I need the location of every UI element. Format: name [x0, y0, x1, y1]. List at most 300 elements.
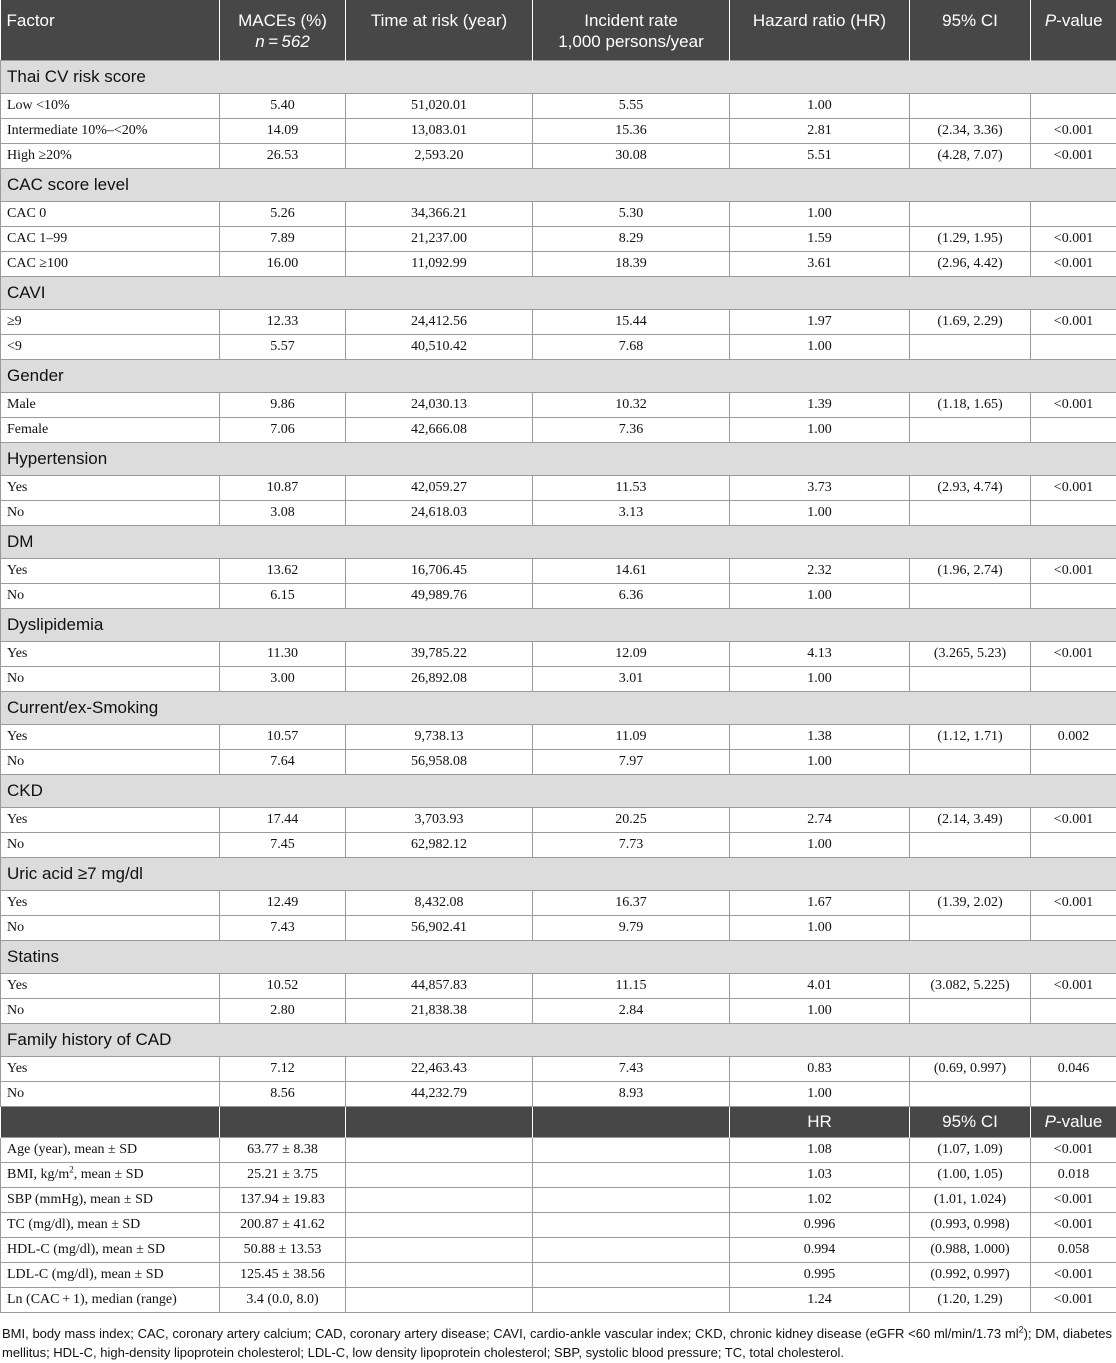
table-cell: Male	[1, 393, 220, 418]
section-title: Current/ex-Smoking	[1, 692, 1116, 725]
table-cell: 22,463.43	[346, 1057, 533, 1082]
table-cell	[1031, 999, 1116, 1024]
table-row	[1, 94, 1116, 119]
table-cell: 1.97	[730, 310, 910, 335]
header-hr: Hazard ratio (HR)	[730, 0, 910, 61]
table-row	[1, 1163, 1116, 1188]
table-cell	[910, 202, 1031, 227]
table-cell: No	[1, 667, 220, 692]
table-cell: Yes	[1, 559, 220, 584]
table-cell: BMI, $kg/m^2$, mean ± SD	[1, 1163, 220, 1188]
table-cell: Age (year), mean ± SD	[1, 1138, 220, 1163]
table-cell: 1.02	[730, 1188, 910, 1213]
table-cell: 2.80	[220, 999, 346, 1024]
table-cell: (0.69, 0.997)	[910, 1057, 1031, 1082]
table-row	[1, 725, 1116, 750]
table-row	[1, 1288, 1116, 1313]
table-cell-empty	[346, 1188, 533, 1213]
table-cell: 7.43	[533, 1057, 730, 1082]
table-cell: 1.00	[730, 667, 910, 692]
table-row	[1, 476, 1116, 501]
table-cell: <0.001	[1031, 119, 1116, 144]
table-cell: 62,982.12	[346, 833, 533, 858]
table-cell: 0.002	[1031, 725, 1116, 750]
table-cell: 63.77 ± 8.38	[220, 1138, 346, 1163]
table-row	[1, 1188, 1116, 1213]
table-cell: 5.55	[533, 94, 730, 119]
table-cell: <0.001	[1031, 891, 1116, 916]
table-cell: 9,738.13	[346, 725, 533, 750]
section-title: DM	[1, 526, 1116, 559]
table-row	[1, 252, 1116, 277]
table-cell: No	[1, 750, 220, 775]
header-ci: 95% CI	[910, 0, 1031, 61]
table-row	[1, 667, 1116, 692]
table-cell: (1.01, 1.024)	[910, 1188, 1031, 1213]
table-cell: 3.00	[220, 667, 346, 692]
table-cell: 5.26	[220, 202, 346, 227]
table-cell: 30.08	[533, 144, 730, 169]
table-cell: 21,237.00	[346, 227, 533, 252]
table-cell: No	[1, 1082, 220, 1107]
table-cell: 15.36	[533, 119, 730, 144]
table-cell: 1.59	[730, 227, 910, 252]
table-cell: CAC 1–99	[1, 227, 220, 252]
table-cell: 10.57	[220, 725, 346, 750]
table-cell: No	[1, 999, 220, 1024]
table-cell: (0.993, 0.998)	[910, 1213, 1031, 1238]
header-time: Time at risk (year)	[346, 0, 533, 61]
table-cell: 50.88 ± 13.53	[220, 1238, 346, 1263]
table-cell: (1.00, 1.05)	[910, 1163, 1031, 1188]
table-cell-empty	[533, 1163, 730, 1188]
table-row	[1, 1057, 1116, 1082]
table-cell	[1031, 916, 1116, 941]
table-cell: <0.001	[1031, 1138, 1116, 1163]
section-header-row	[1, 692, 1116, 725]
table-cell-empty	[533, 1188, 730, 1213]
table-cell: 26.53	[220, 144, 346, 169]
table-cell: 44,232.79	[346, 1082, 533, 1107]
table-row	[1, 891, 1116, 916]
table-cell: 16.37	[533, 891, 730, 916]
table-cell-empty	[346, 1238, 533, 1263]
table-row	[1, 808, 1116, 833]
table-cell: CAC 0	[1, 202, 220, 227]
table-cell: 0.83	[730, 1057, 910, 1082]
table-cell: (0.992, 0.997)	[910, 1263, 1031, 1288]
table-cell: Yes	[1, 642, 220, 667]
table-cell: 9.79	[533, 916, 730, 941]
table-row	[1, 144, 1116, 169]
table-cell: 11.53	[533, 476, 730, 501]
table-cell: 10.87	[220, 476, 346, 501]
table-cell: Yes	[1, 476, 220, 501]
table-cell: 42,059.27	[346, 476, 533, 501]
section-title: CAVI	[1, 277, 1116, 310]
table-cell: (2.34, 3.36)	[910, 119, 1031, 144]
table-cell: 56,958.08	[346, 750, 533, 775]
table-cell: 3.01	[533, 667, 730, 692]
table-cell: 0.058	[1031, 1238, 1116, 1263]
table-cell: HDL-C (mg/dl), mean ± SD	[1, 1238, 220, 1263]
table-cell	[910, 750, 1031, 775]
table-row	[1, 999, 1116, 1024]
table-cell: 0.996	[730, 1213, 910, 1238]
table-cell: <0.001	[1031, 808, 1116, 833]
header-rate: Incident rate 1,000 persons/year	[533, 0, 730, 61]
table-cell: (1.07, 1.09)	[910, 1138, 1031, 1163]
table-cell: 42,666.08	[346, 418, 533, 443]
section-title: Gender	[1, 360, 1116, 393]
table-cell: 1.08	[730, 1138, 910, 1163]
table-cell: 14.61	[533, 559, 730, 584]
table-cell: 3.61	[730, 252, 910, 277]
table-cell: 1.00	[730, 833, 910, 858]
table-row	[1, 916, 1116, 941]
table-cell: 1.00	[730, 999, 910, 1024]
table-cell	[910, 833, 1031, 858]
table-cell: 0.018	[1031, 1163, 1116, 1188]
table-row	[1, 642, 1116, 667]
table-cell: 1.00	[730, 916, 910, 941]
table-cell: 1.00	[730, 584, 910, 609]
table-cell: 0.995	[730, 1263, 910, 1288]
section-header-row	[1, 941, 1116, 974]
table-cell: 12.09	[533, 642, 730, 667]
table-row	[1, 1138, 1116, 1163]
table-cell: (3.082, 5.225)	[910, 974, 1031, 999]
table-cell: 1.24	[730, 1288, 910, 1313]
table-cell: 34,366.21	[346, 202, 533, 227]
table-cell: 44,857.83	[346, 974, 533, 999]
table-cell: 137.94 ± 19.83	[220, 1188, 346, 1213]
table-cell: 7.43	[220, 916, 346, 941]
table-cell-empty	[533, 1288, 730, 1313]
table-cell-empty	[533, 1138, 730, 1163]
table-cell: 26,892.08	[346, 667, 533, 692]
table-cell: Low <10%	[1, 94, 220, 119]
table-cell: 1.00	[730, 335, 910, 360]
table-cell: High ≥20%	[1, 144, 220, 169]
table-cell-empty	[533, 1263, 730, 1288]
table-cell-empty	[346, 1138, 533, 1163]
table-cell: 15.44	[533, 310, 730, 335]
table-cell: Yes	[1, 808, 220, 833]
table-cell: <0.001	[1031, 310, 1116, 335]
table-cell: 1.00	[730, 501, 910, 526]
table-cell: 2.74	[730, 808, 910, 833]
table-cell	[1031, 750, 1116, 775]
table-cell: 7.06	[220, 418, 346, 443]
table-cell: 11,092.99	[346, 252, 533, 277]
section-title: Thai CV risk score	[1, 61, 1116, 94]
table-cell: 3,703.93	[346, 808, 533, 833]
table-cell: 11.09	[533, 725, 730, 750]
section-header-row	[1, 609, 1116, 642]
table-row	[1, 833, 1116, 858]
header-maces: MACEs (%) n = 562	[220, 0, 346, 61]
section-title: CKD	[1, 775, 1116, 808]
table-cell: (1.96, 2.74)	[910, 559, 1031, 584]
table-row	[1, 335, 1116, 360]
table-cell: 16.00	[220, 252, 346, 277]
table-cell: 24,618.03	[346, 501, 533, 526]
table-cell: Ln (CAC + 1), median (range)	[1, 1288, 220, 1313]
table-cell	[910, 501, 1031, 526]
table-cell: 40,510.42	[346, 335, 533, 360]
subheader-empty-cell	[346, 1107, 533, 1138]
table-cell: 7.68	[533, 335, 730, 360]
table-body	[1, 61, 1116, 1313]
table-cell: 0.994	[730, 1238, 910, 1263]
table-row	[1, 1263, 1116, 1288]
table-cell: 125.45 ± 38.56	[220, 1263, 346, 1288]
table-row	[1, 227, 1116, 252]
table-cell: 1.39	[730, 393, 910, 418]
table-cell: 7.73	[533, 833, 730, 858]
table-cell: 7.97	[533, 750, 730, 775]
table-cell-empty	[346, 1213, 533, 1238]
table-cell: No	[1, 833, 220, 858]
table-cell: 20.25	[533, 808, 730, 833]
table-cell-empty	[533, 1213, 730, 1238]
table-cell: SBP (mmHg), mean ± SD	[1, 1188, 220, 1213]
table-cell-empty	[533, 1238, 730, 1263]
table-cell: 8.56	[220, 1082, 346, 1107]
table-header-row	[1, 0, 1116, 61]
table-cell: No	[1, 501, 220, 526]
table-cell: <0.001	[1031, 144, 1116, 169]
table-cell-empty	[346, 1288, 533, 1313]
continuous-header-row	[1, 1107, 1116, 1138]
table-cell: 200.87 ± 41.62	[220, 1213, 346, 1238]
header-factor: Factor	[1, 0, 220, 61]
table-cell	[910, 418, 1031, 443]
table-cell: 56,902.41	[346, 916, 533, 941]
section-title: Dyslipidemia	[1, 609, 1116, 642]
table-cell: 25.21 ± 3.75	[220, 1163, 346, 1188]
table-row	[1, 750, 1116, 775]
table-cell: ≥9	[1, 310, 220, 335]
section-header-row	[1, 1024, 1116, 1057]
section-header-row	[1, 61, 1116, 94]
table-cell: <0.001	[1031, 1188, 1116, 1213]
table-cell: Yes	[1, 1057, 220, 1082]
table-row	[1, 974, 1116, 999]
table-cell: (1.12, 1.71)	[910, 725, 1031, 750]
table-cell	[1031, 202, 1116, 227]
table-cell: (2.93, 4.74)	[910, 476, 1031, 501]
table-cell	[910, 94, 1031, 119]
table-cell: 18.39	[533, 252, 730, 277]
subheader-empty-cell	[1, 1107, 220, 1138]
table-cell: (3.265, 5.23)	[910, 642, 1031, 667]
table-cell: 7.64	[220, 750, 346, 775]
table-cell: (2.14, 3.49)	[910, 808, 1031, 833]
table-cell: 16,706.45	[346, 559, 533, 584]
table-cell	[1031, 94, 1116, 119]
table-cell-empty	[346, 1163, 533, 1188]
table-cell: 6.15	[220, 584, 346, 609]
subheader-empty-cell	[533, 1107, 730, 1138]
table-cell	[1031, 501, 1116, 526]
table-row	[1, 1082, 1116, 1107]
table-row	[1, 310, 1116, 335]
table-cell: <0.001	[1031, 252, 1116, 277]
section-title: Uric acid ≥7 mg/dl	[1, 858, 1116, 891]
table-cell: 51,020.01	[346, 94, 533, 119]
table-cell: 1.00	[730, 202, 910, 227]
table-cell: 11.15	[533, 974, 730, 999]
table-cell: <0.001	[1031, 1263, 1116, 1288]
table-cell: <0.001	[1031, 974, 1116, 999]
table-cell: 12.33	[220, 310, 346, 335]
table-cell: 10.52	[220, 974, 346, 999]
section-title: Hypertension	[1, 443, 1116, 476]
table-cell: 1.00	[730, 94, 910, 119]
table-cell: 1.03	[730, 1163, 910, 1188]
table-cell: 11.30	[220, 642, 346, 667]
table-cell: 7.89	[220, 227, 346, 252]
table-cell: 1.00	[730, 750, 910, 775]
table-cell-empty	[346, 1263, 533, 1288]
table-cell: 6.36	[533, 584, 730, 609]
footnote: BMI, body mass index; CAC, coronary artery calcium; CAD, coronary artery disease; CAVI, cardio-ankle vascular index; CKD, chronic kidney disease (eGFR <60 ml/min/1.73 $ml^2$); DM, diabetes mellitus; HDL-C, high-density lipoprotein cholesterol; LDL-C, low density lipoprotein cholesterol; SBP, systolic blood pressure; TC, total cholesterol.	[2, 1324, 1112, 1360]
table-cell	[1031, 833, 1116, 858]
table-cell: Intermediate 10%–<20%	[1, 119, 220, 144]
table-cell	[1031, 584, 1116, 609]
table-cell: 24,412.56	[346, 310, 533, 335]
table-cell: 5.51	[730, 144, 910, 169]
table-cell: 3.4 (0.0, 8.0)	[220, 1288, 346, 1313]
section-header-row	[1, 775, 1116, 808]
table-cell: 8.93	[533, 1082, 730, 1107]
table-cell	[1031, 1082, 1116, 1107]
table-cell: 7.12	[220, 1057, 346, 1082]
section-header-row	[1, 526, 1116, 559]
table-cell: (0.988, 1.000)	[910, 1238, 1031, 1263]
table-cell: 3.13	[533, 501, 730, 526]
table-cell	[1031, 335, 1116, 360]
table-row	[1, 202, 1116, 227]
table-row	[1, 393, 1116, 418]
table-cell: (1.29, 1.95)	[910, 227, 1031, 252]
table-cell: 0.046	[1031, 1057, 1116, 1082]
table-cell: 49,989.76	[346, 584, 533, 609]
table-row	[1, 501, 1116, 526]
table-cell: 2,593.20	[346, 144, 533, 169]
table-cell: TC (mg/dl), mean ± SD	[1, 1213, 220, 1238]
section-header-row	[1, 169, 1116, 202]
table-cell: Yes	[1, 974, 220, 999]
table-cell: <0.001	[1031, 559, 1116, 584]
table-cell: 3.08	[220, 501, 346, 526]
table-cell	[1031, 667, 1116, 692]
table-cell	[910, 999, 1031, 1024]
table-cell: Yes	[1, 891, 220, 916]
table-cell: 9.86	[220, 393, 346, 418]
section-header-row	[1, 858, 1116, 891]
table-row	[1, 418, 1116, 443]
table-cell: 13.62	[220, 559, 346, 584]
table-cell: <0.001	[1031, 642, 1116, 667]
table-cell: 8.29	[533, 227, 730, 252]
table-cell: 1.38	[730, 725, 910, 750]
table-cell: 17.44	[220, 808, 346, 833]
table-cell: (4.28, 7.07)	[910, 144, 1031, 169]
table-cell: 5.30	[533, 202, 730, 227]
table-cell: <0.001	[1031, 476, 1116, 501]
table-cell: 12.49	[220, 891, 346, 916]
table-row	[1, 559, 1116, 584]
section-title: Statins	[1, 941, 1116, 974]
section-header-row	[1, 277, 1116, 310]
table-cell: 4.01	[730, 974, 910, 999]
header-p: P-value	[1031, 0, 1116, 61]
table-row	[1, 119, 1116, 144]
table-cell	[910, 584, 1031, 609]
table-cell	[910, 667, 1031, 692]
table-cell: 7.36	[533, 418, 730, 443]
table-cell: 5.40	[220, 94, 346, 119]
table-cell: Yes	[1, 725, 220, 750]
table-cell: 10.32	[533, 393, 730, 418]
table-cell	[1031, 418, 1116, 443]
table-cell: 1.00	[730, 1082, 910, 1107]
table-cell: (1.18, 1.65)	[910, 393, 1031, 418]
subheader-p: P-value	[1031, 1107, 1116, 1138]
table-cell: <0.001	[1031, 1288, 1116, 1313]
table-cell: (1.20, 1.29)	[910, 1288, 1031, 1313]
table-cell: 5.57	[220, 335, 346, 360]
table-cell: <0.001	[1031, 1213, 1116, 1238]
table-cell: 39,785.22	[346, 642, 533, 667]
table-cell: <0.001	[1031, 393, 1116, 418]
subheader-empty-cell	[220, 1107, 346, 1138]
table-cell: 2.32	[730, 559, 910, 584]
table-cell: 8,432.08	[346, 891, 533, 916]
table-row	[1, 584, 1116, 609]
table-cell: 7.45	[220, 833, 346, 858]
section-header-row	[1, 443, 1116, 476]
table-cell: <9	[1, 335, 220, 360]
table-cell: 2.81	[730, 119, 910, 144]
table-cell: No	[1, 916, 220, 941]
table-cell	[910, 335, 1031, 360]
table-row	[1, 1213, 1116, 1238]
table-cell: 24,030.13	[346, 393, 533, 418]
table-cell: 1.00	[730, 418, 910, 443]
table-cell	[910, 916, 1031, 941]
table-cell: 1.67	[730, 891, 910, 916]
table-cell: <0.001	[1031, 227, 1116, 252]
table-cell: 3.73	[730, 476, 910, 501]
table-cell: No	[1, 584, 220, 609]
table-cell: LDL-C (mg/dl), mean ± SD	[1, 1263, 220, 1288]
table-cell: 21,838.38	[346, 999, 533, 1024]
table-row	[1, 1238, 1116, 1263]
section-title: Family history of CAD	[1, 1024, 1116, 1057]
subheader-ci: 95% CI	[910, 1107, 1031, 1138]
table-cell: CAC ≥100	[1, 252, 220, 277]
table-cell: 2.84	[533, 999, 730, 1024]
table-cell: (1.69, 2.29)	[910, 310, 1031, 335]
section-header-row	[1, 360, 1116, 393]
subheader-hr: HR	[730, 1107, 910, 1138]
table-cell: (1.39, 2.02)	[910, 891, 1031, 916]
section-title: CAC score level	[1, 169, 1116, 202]
